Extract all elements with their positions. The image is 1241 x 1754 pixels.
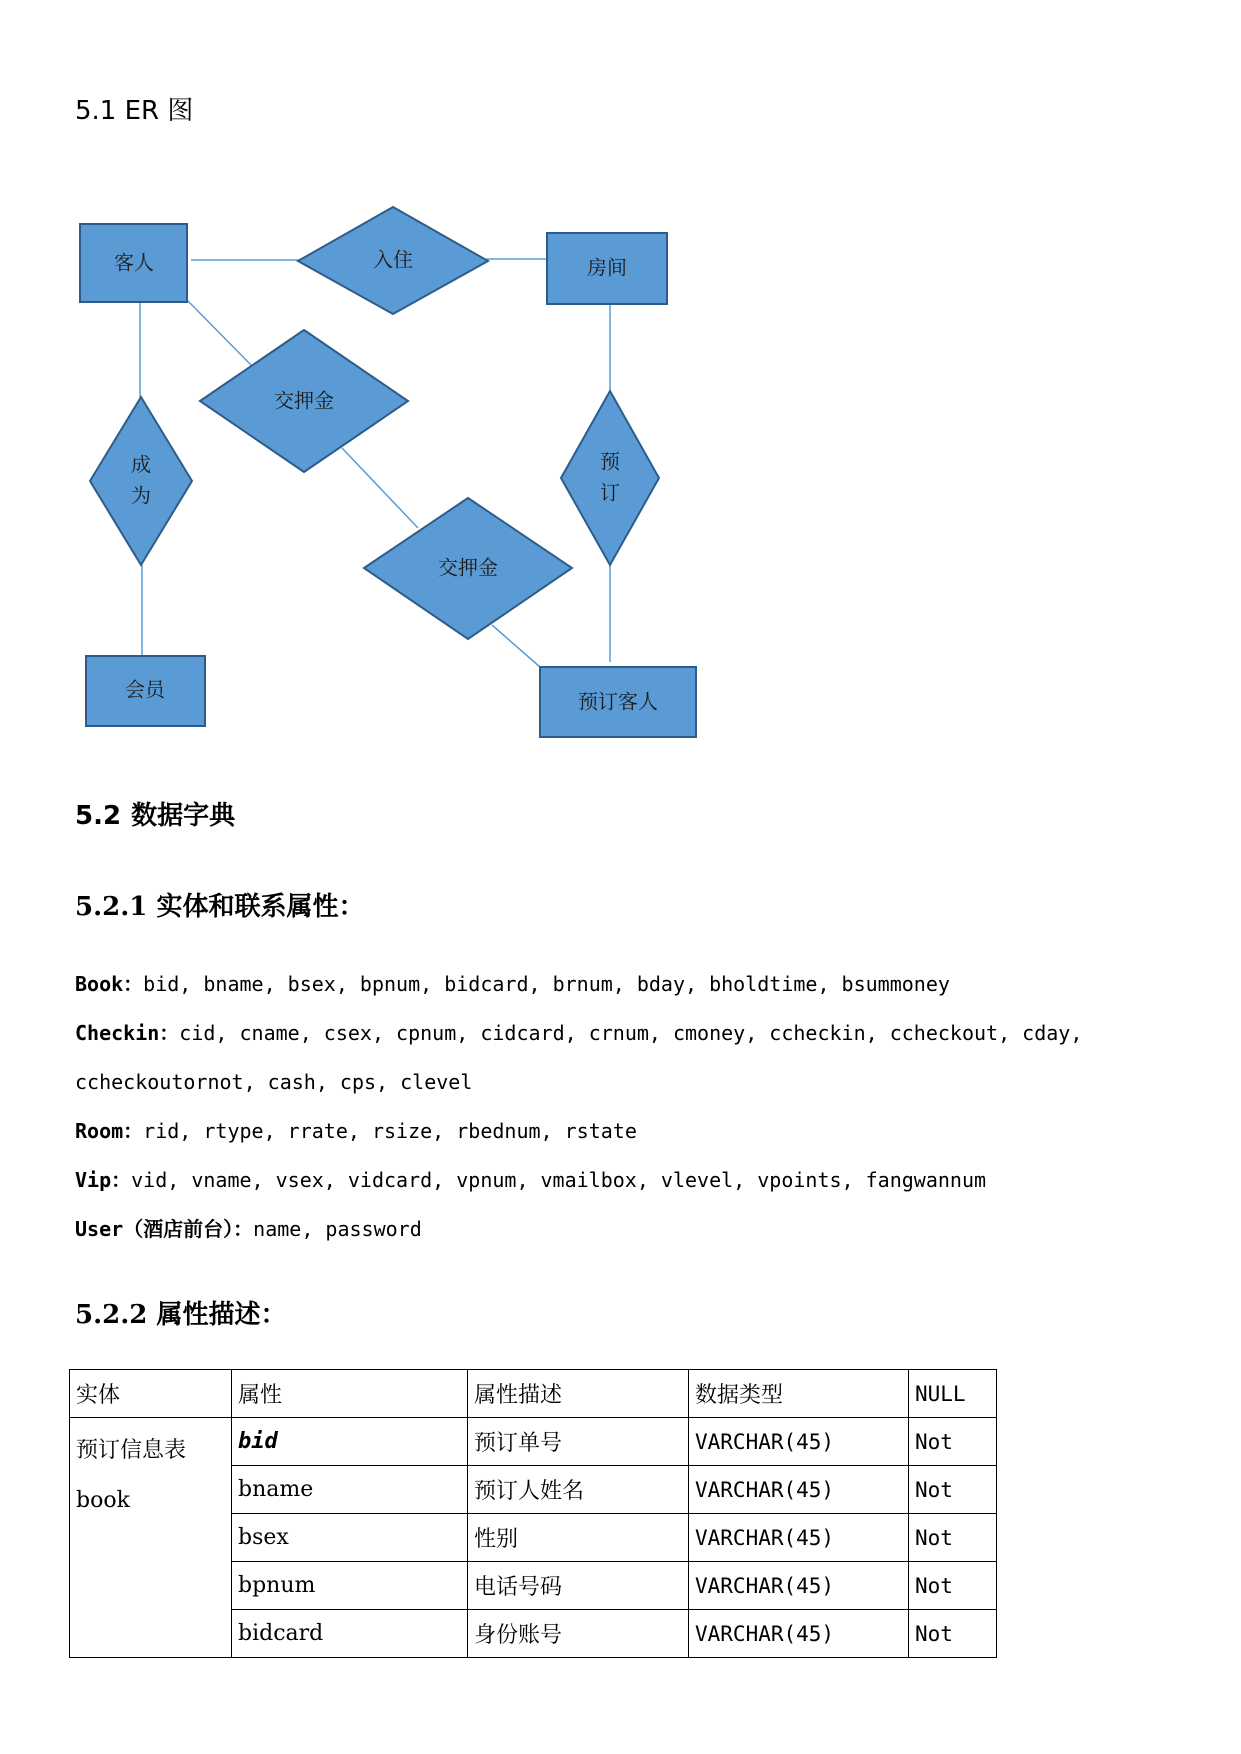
table-header-row (70, 1370, 997, 1418)
table-cell: bname (232, 1466, 468, 1514)
table-cell: bid (232, 1418, 468, 1466)
entity-sep: ： (123, 972, 144, 996)
entity-cell-code: book (76, 1488, 130, 1513)
table-cell: 电话号码 (468, 1562, 689, 1610)
section-number: 5.1 (75, 96, 117, 126)
section-title: ER 图 (124, 96, 194, 126)
table-cell: Not (909, 1418, 997, 1466)
entity-room-label: 房间 (587, 255, 627, 280)
section-5-2-heading (75, 795, 235, 832)
table-cell: 预订单号 (468, 1418, 689, 1466)
section-title: 属性描述： (156, 1300, 287, 1330)
entity-attr-user (75, 1205, 1185, 1254)
link-deposit2-booking (492, 625, 540, 667)
entity-cell-name: 预订信息表 (76, 1438, 187, 1463)
section-title: 数据字典 (131, 801, 236, 831)
table-header: 数据类型 (689, 1370, 909, 1418)
link-deposit1-deposit2 (342, 448, 418, 528)
section-number: 5.2 (75, 801, 122, 831)
relation-deposit-1-label: 交押金 (274, 388, 334, 413)
entity-sep: ： (111, 1168, 132, 1192)
entity-attrs: name, password (253, 1217, 422, 1241)
table-cell: Not (909, 1610, 997, 1658)
entity-name: Room (75, 1119, 124, 1143)
table-cell: VARCHAR(45) (689, 1562, 909, 1610)
table-cell: bsex (232, 1514, 468, 1562)
relation-reserve-label-2: 订 (600, 480, 620, 505)
relation-checkin-label: 入住 (373, 247, 413, 272)
relation-become-label-1: 成 (131, 452, 151, 477)
table-cell: VARCHAR(45) (689, 1514, 909, 1562)
table-cell: 性别 (468, 1514, 689, 1562)
entity-sep: ： (233, 1217, 254, 1241)
relation-become (90, 397, 192, 565)
table-cell: VARCHAR(45) (689, 1466, 909, 1514)
table-cell: 预订人姓名 (468, 1466, 689, 1514)
relation-deposit-2-label: 交押金 (438, 555, 498, 580)
er-diagram (0, 0, 1241, 760)
entity-attrs: bid, bname, bsex, bpnum, bidcard, brnum, bday, bholdtime, bsummoney (143, 972, 950, 996)
section-title: 实体和联系属性： (156, 892, 365, 922)
table-header: 属性描述 (468, 1370, 689, 1418)
section-5-2-1-heading (75, 886, 364, 923)
relation-become-label-2: 为 (131, 483, 151, 508)
entity-name: User（酒店前台） (75, 1217, 234, 1241)
entity-attrs: cid, cname, csex, cpnum, cidcard, crnum, cmoney, ccheckin, ccheckout, cday, ccheckoutornot, cash, cps, clevel (75, 1021, 1083, 1094)
entity-member-label: 会员 (125, 677, 165, 702)
table-header: 实体 (70, 1370, 232, 1418)
relation-reserve-label-1: 预 (600, 449, 620, 474)
relation-reserve (561, 391, 659, 565)
table-row (70, 1418, 997, 1466)
table-cell: Not (909, 1562, 997, 1610)
entity-attrs: rid, rtype, rrate, rsize, rbednum, rstate (143, 1119, 637, 1143)
table-cell: bidcard (232, 1610, 468, 1658)
section-5-2-2-heading (75, 1294, 286, 1331)
entity-name: Vip (75, 1168, 112, 1192)
entity-cell (70, 1418, 232, 1658)
entity-attr-checkin (75, 1009, 1185, 1107)
entity-sep: ： (123, 1119, 144, 1143)
entity-guest-label: 客人 (114, 250, 154, 275)
table-cell: bpnum (232, 1562, 468, 1610)
link-guest-deposit1 (187, 300, 253, 367)
entity-sep: ： (159, 1021, 180, 1045)
entity-name: Checkin (75, 1021, 160, 1045)
table-cell: Not (909, 1466, 997, 1514)
entity-attr-vip (75, 1156, 1185, 1205)
entity-attrs: vid, vname, vsex, vidcard, vpnum, vmailbox, vlevel, vpoints, fangwannum (131, 1168, 987, 1192)
entity-name: Book (75, 972, 124, 996)
entity-attr-room (75, 1107, 1185, 1156)
table-header: 属性 (232, 1370, 468, 1418)
section-number: 5.2.1 (75, 892, 148, 922)
entity-attr-book (75, 960, 1185, 1009)
table-cell: Not (909, 1514, 997, 1562)
table-cell: 身份账号 (468, 1610, 689, 1658)
attribute-table (69, 1369, 997, 1658)
table-cell: VARCHAR(45) (689, 1610, 909, 1658)
entity-attribute-list (75, 960, 1185, 1254)
table-cell: VARCHAR(45) (689, 1418, 909, 1466)
table-header: NULL (909, 1370, 997, 1418)
section-number: 5.2.2 (75, 1300, 148, 1330)
entity-booking-guest-label: 预订客人 (578, 689, 658, 714)
